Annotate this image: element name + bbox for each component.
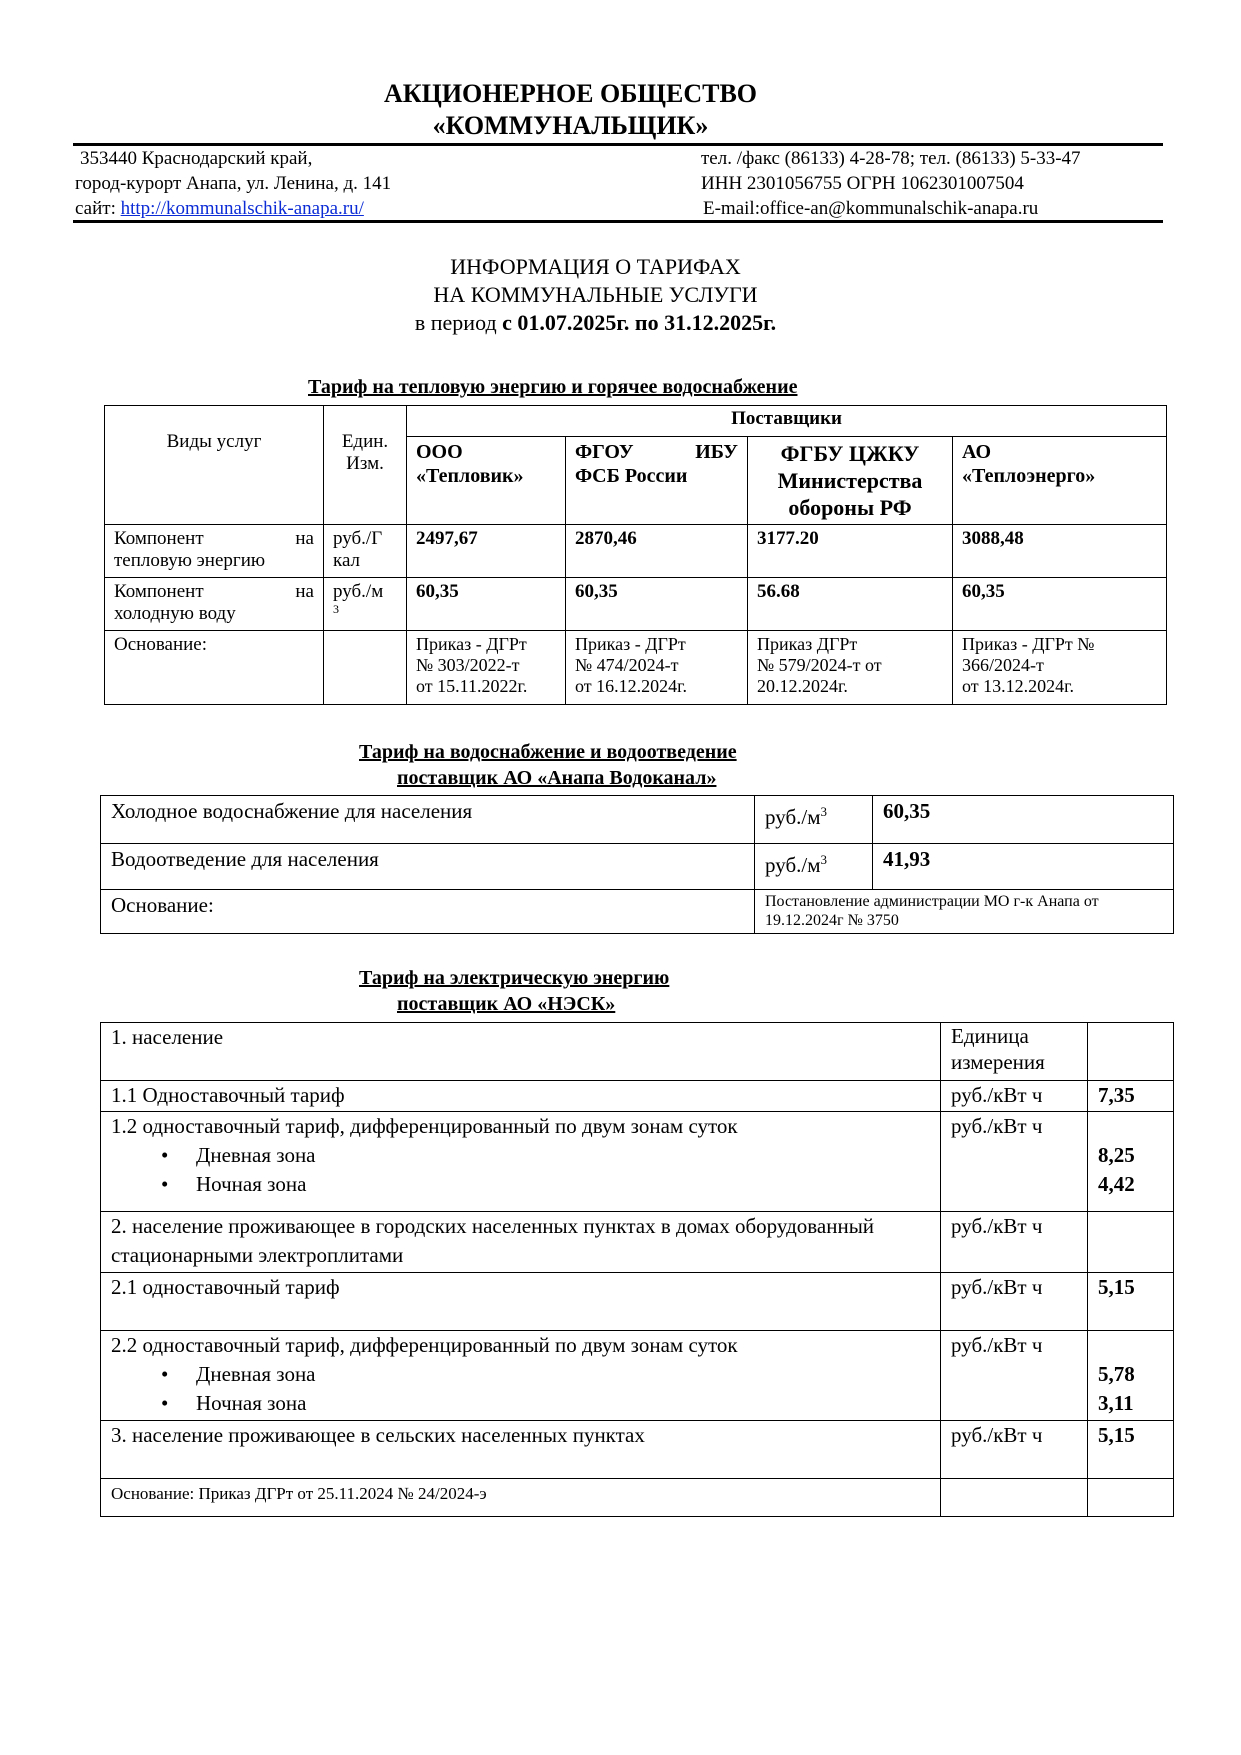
row-unit: руб./кВт ч — [941, 1273, 1088, 1331]
water-section-title-line1: Тариф на водоснабжение и водоотведение — [359, 741, 737, 763]
col-header-services: Виды услуг — [105, 406, 324, 525]
list-item: • Дневная зона — [111, 1141, 930, 1170]
header-bottom-rule — [73, 220, 1163, 223]
basis-text: Основание: Приказ ДГРт от 25.11.2024 № 24/2024-э — [101, 1479, 941, 1517]
org-name-line1: АКЦИОНЕРНОЕ ОБЩЕСТВО — [383, 79, 758, 108]
table-row — [101, 1421, 1174, 1479]
heat-section-title: Тариф на тепловую энергию и горячее водоснабжение — [308, 376, 798, 398]
row-unit: $руб./м^3$ — [755, 796, 873, 844]
table-row — [101, 844, 1174, 890]
col-header-unit-l2: Изм. — [346, 453, 384, 474]
basis-label: Основание: — [105, 631, 324, 705]
row-label: 2.1 одноставочный тариф — [101, 1273, 941, 1331]
basis-text: Постановление администрации МО г-к Анапа от 19.12.2024г № 3750 — [755, 890, 1174, 934]
value-cell-empty — [1088, 1212, 1174, 1273]
row-unit: руб./кВт ч — [941, 1331, 1088, 1421]
email: E-mail:office-an@kommunalschik-anapa.ru — [703, 198, 1039, 219]
table-row — [105, 525, 1167, 578]
table-row — [101, 1331, 1174, 1421]
water-tariff-table — [100, 795, 1174, 934]
basis-value-empty — [1088, 1479, 1174, 1517]
supplier-fgou-ibu: ФГОУ ИБУ ФСБ России — [566, 437, 748, 525]
value-cell: 5,78 3,11 — [1088, 1331, 1174, 1421]
value-cell: 5,15 — [1088, 1273, 1174, 1331]
row-label: 3. население проживающее в сельских населенных пунктах — [101, 1421, 941, 1479]
basis-label: Основание: — [101, 890, 755, 934]
table-row — [101, 1112, 1174, 1212]
basis-cell: Приказ - ДГРт № 366/2024-т от 13.12.2024г. — [953, 631, 1167, 705]
org-name-line2: «КОММУНАЛЬЩИК» — [432, 111, 709, 140]
row-label-zones: 2.2 одноставочный тариф, дифференцированный по двум зонам суток • Дневная зона • Ночная зона — [101, 1331, 941, 1421]
row-unit-cold-water: руб./м 3 — [324, 578, 407, 631]
value-cell: 3088,48 — [953, 525, 1167, 578]
row-label: Холодное водоснабжение для населения — [101, 796, 755, 844]
value-cell: 3177.20 — [748, 525, 953, 578]
list-item: • Дневная зона — [111, 1360, 930, 1389]
row-unit: $руб./м^3$ — [755, 844, 873, 890]
water-section-title-line2: поставщик АО «Анапа Водоканал» — [397, 767, 717, 789]
value-cell: 5,15 — [1088, 1421, 1174, 1479]
phones: тел. /факс (86133) 4-28-78; тел. (86133) 5-33-47 — [701, 148, 1081, 169]
value-cell: 56.68 — [748, 578, 953, 631]
basis-unit-empty — [941, 1479, 1088, 1517]
head-value-empty — [1088, 1023, 1174, 1081]
value-cell: 8,25 4,42 — [1088, 1112, 1174, 1212]
table-row — [101, 1273, 1174, 1331]
inn-ogrn: ИНН 2301056755 ОГРН 1062301007504 — [701, 173, 1024, 194]
row-unit: руб./кВт ч — [941, 1081, 1088, 1112]
table-row — [101, 796, 1174, 844]
row-label: Водоотведение для населения — [101, 844, 755, 890]
electric-section-title-line2: поставщик АО «НЭСК» — [397, 993, 616, 1015]
address-line2: город-курорт Анапа, ул. Ленина, д. 141 — [75, 173, 392, 194]
value-cell: 2870,46 — [566, 525, 748, 578]
col-header-unit — [324, 406, 407, 525]
row-label-cold-water: Компонент на холодную воду — [105, 578, 324, 631]
basis-cell: Приказ - ДГРт № 303/2022-т от 15.11.2022г. — [407, 631, 566, 705]
basis-unit-empty — [324, 631, 407, 705]
table-row — [105, 631, 1167, 705]
basis-cell: Приказ ДГРт № 579/2024-т от 20.12.2024г. — [748, 631, 953, 705]
table-row — [101, 1023, 1174, 1081]
value-cell: 60,35 — [873, 796, 1174, 844]
row-unit: руб./кВт ч — [941, 1421, 1088, 1479]
heat-tariff-table — [104, 405, 1167, 705]
supplier-teploenergo: АО «Теплоэнерго» — [953, 437, 1167, 525]
table-row — [101, 890, 1174, 934]
site-link[interactable]: http://kommunalschik-anapa.ru/ — [120, 198, 364, 219]
row-label: 1.1 Одноставочный тариф — [101, 1081, 941, 1112]
head-label: 1. население — [101, 1023, 941, 1081]
period-dates: с 01.07.2025г. по 31.12.2025г. — [502, 310, 777, 335]
row-label-heat: Компонент на тепловую энергию — [105, 525, 324, 578]
electric-tariff-table — [100, 1022, 1174, 1517]
row-unit: руб./кВт ч — [941, 1212, 1088, 1273]
info-title-line1: ИНФОРМАЦИЯ О ТАРИФАХ — [450, 254, 741, 279]
electric-section-title-line1: Тариф на электрическую энергию — [359, 967, 670, 989]
supplier-fgbu-tszhku: ФГБУ ЦЖКУ Министерства обороны РФ — [748, 437, 953, 525]
value-cell: 60,35 — [407, 578, 566, 631]
value-cell: 60,35 — [566, 578, 748, 631]
period-prefix: в период — [414, 310, 503, 335]
value-cell: 2497,67 — [407, 525, 566, 578]
col-header-unit-l1: Един. — [341, 431, 389, 452]
value-cell: 7,35 — [1088, 1081, 1174, 1112]
head-unit: Единица измерения — [941, 1023, 1088, 1081]
list-item: • Ночная зона — [111, 1389, 930, 1418]
col-header-suppliers: Поставщики — [407, 406, 1167, 437]
row-unit: руб./кВт ч — [941, 1112, 1088, 1212]
table-row — [105, 578, 1167, 631]
table-row — [101, 1081, 1174, 1112]
address-line1: 353440 Краснодарский край, — [80, 148, 313, 169]
basis-cell: Приказ - ДГРт № 474/2024-т от 16.12.2024г. — [566, 631, 748, 705]
table-row — [101, 1212, 1174, 1273]
site-label: сайт: — [75, 198, 121, 219]
table-row — [101, 1479, 1174, 1517]
info-period — [0, 309, 1216, 337]
row-unit-heat: руб./Г кал — [324, 525, 407, 578]
supplier-teplovik: ООО «Тепловик» — [407, 437, 566, 525]
row-label-zones: 1.2 одноставочный тариф, дифференцированный по двум зонам суток • Дневная зона • Ночная зона — [101, 1112, 941, 1212]
value-cell: 60,35 — [953, 578, 1167, 631]
value-cell: 41,93 — [873, 844, 1174, 890]
list-item: • Ночная зона — [111, 1170, 930, 1199]
row-label: 2. население проживающее в городских населенных пунктах в домах оборудованный стационарными электроплитами — [101, 1212, 941, 1273]
info-title-line2: НА КОММУНАЛЬНЫЕ УСЛУГИ — [433, 282, 758, 307]
site-line — [75, 196, 364, 221]
